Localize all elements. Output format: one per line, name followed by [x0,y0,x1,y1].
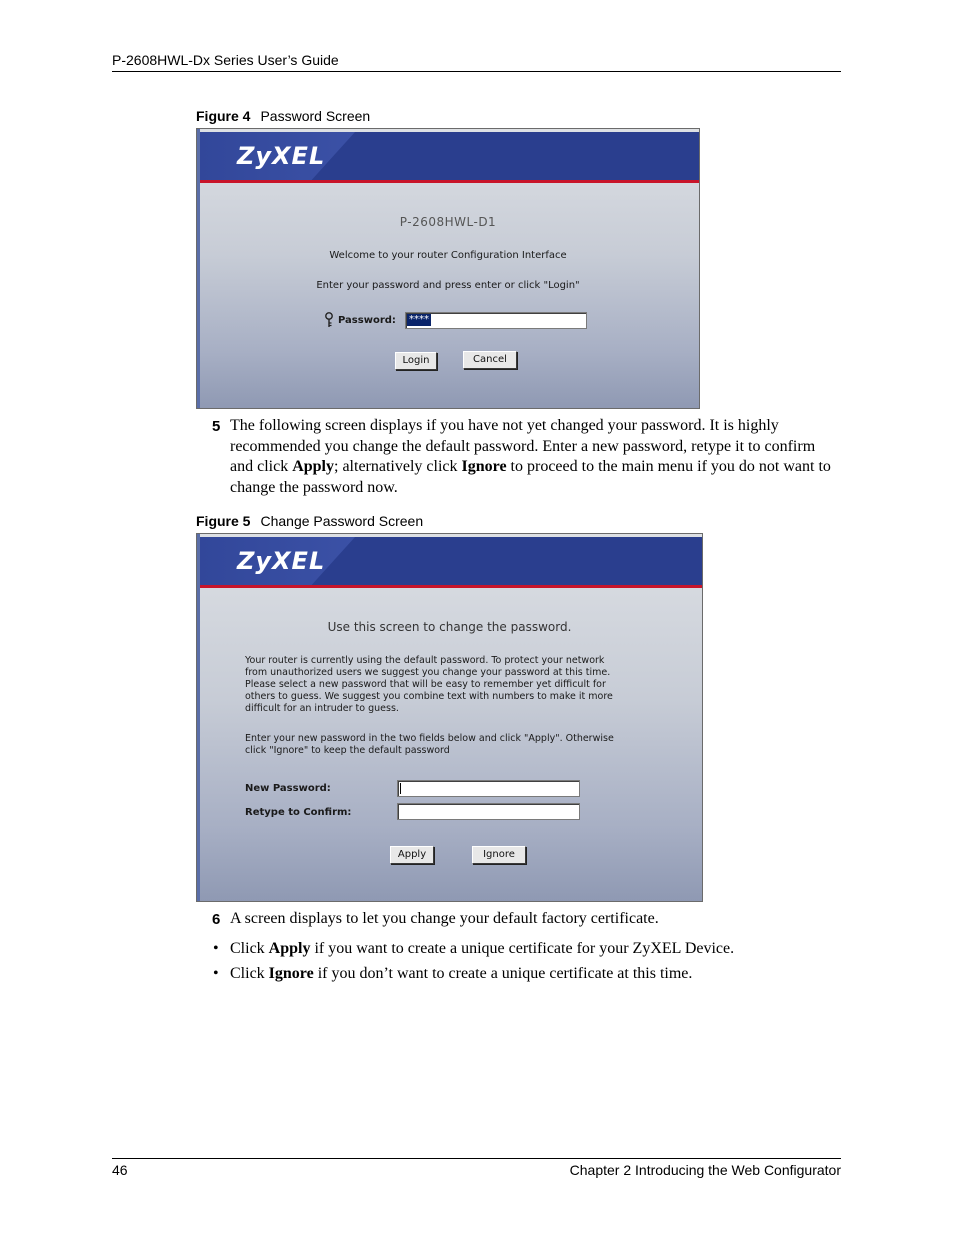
welcome-text: Welcome to your router Configuration Interface [329,250,567,261]
bullet-bold: Apply [268,940,311,957]
login-button[interactable]: Login [395,352,437,370]
warning-line: from unauthorized users we suggest you change your password at this time. [245,667,611,678]
step-5-ignore: Ignore [461,458,507,475]
new-password-label: New Password: [245,783,331,794]
default-password-warning [245,655,613,715]
footer-rule [112,1158,841,1159]
step-5-apply: Apply [292,458,334,475]
step-5-text-b: ; alternatively click [334,458,462,475]
figure-4-title: Password Screen [260,108,371,124]
bullet-item-ignore [230,964,842,985]
figure-5-caption [196,513,423,529]
step-5-text-a: The following screen displays if you have not yet changed your password. It is highly recommended you change the default password. Enter a new password, retype it to confirm and click [230,417,816,475]
page-number: 46 [112,1162,128,1178]
bullet-item-apply [230,939,842,960]
bullet-prefix: Click [230,965,269,982]
bullet-suffix: if you don’t want to create a unique certificate at this time. [313,965,693,982]
login-instruction: Enter your password and press enter or click "Login" [316,280,580,291]
figure-4-label: Figure 4 [196,108,251,124]
bullet-prefix: Click [230,940,269,957]
step-6-text: A screen displays to let you change your default factory certificate. [230,910,659,927]
retype-password-input[interactable] [397,803,580,820]
password-screen-figure [196,128,700,409]
figure-4-caption [196,108,370,124]
cancel-button[interactable]: Cancel [463,351,517,369]
chapter-title: Chapter 2 Introducing the Web Configurator [569,1162,841,1178]
warning-line: difficult for an intruder to guess. [245,703,399,714]
instruction-line: Enter your new password in the two fields below and click "Apply". Otherwise [245,733,614,744]
step-5-number: 5 [212,418,221,435]
bullet-bold: Ignore [268,965,314,982]
figure-5-label: Figure 5 [196,513,251,529]
step-5-text-c: to proceed to the main menu if you do not want to change the password now. [230,458,831,496]
password-input[interactable] [405,312,587,329]
retype-password-label: Retype to Confirm: [245,807,352,818]
step-5-text [230,416,842,498]
header-rule [112,71,841,72]
warning-line: Please select a new password that will be easy to remember yet difficult for [245,679,606,690]
change-password-heading: Use this screen to change the password. [327,620,572,634]
instruction-line: click "Ignore" to keep the default password [245,745,450,756]
change-password-figure [196,533,703,902]
step-6-number: 6 [212,911,221,928]
warning-line: others to guess. We suggest you combine text with numbers to make it more [245,691,613,702]
apply-button[interactable]: Apply [390,846,434,864]
figure-5-title: Change Password Screen [260,513,424,529]
key-icon [324,312,334,328]
bullet-glyph: • [213,965,219,982]
model-name: P-2608HWL-D1 [399,215,497,229]
zyxel-logo-2: ZyXEL [237,547,326,575]
bullet-glyph: • [213,940,219,957]
warning-line: Your router is currently using the default password. To protect your network [245,655,605,666]
frame-edge-2 [197,534,200,901]
new-password-instruction [245,733,614,757]
password-label: Password: [338,315,396,326]
zyxel-logo: ZyXEL [237,142,326,170]
text-cursor [400,783,401,794]
new-password-input[interactable] [397,780,580,797]
ignore-button[interactable]: Ignore [472,846,526,864]
bullet-suffix: if you want to create a unique certificate for your ZyXEL Device. [310,940,735,957]
running-header: P-2608HWL-Dx Series User’s Guide [112,52,339,68]
password-value: **** [409,314,429,325]
